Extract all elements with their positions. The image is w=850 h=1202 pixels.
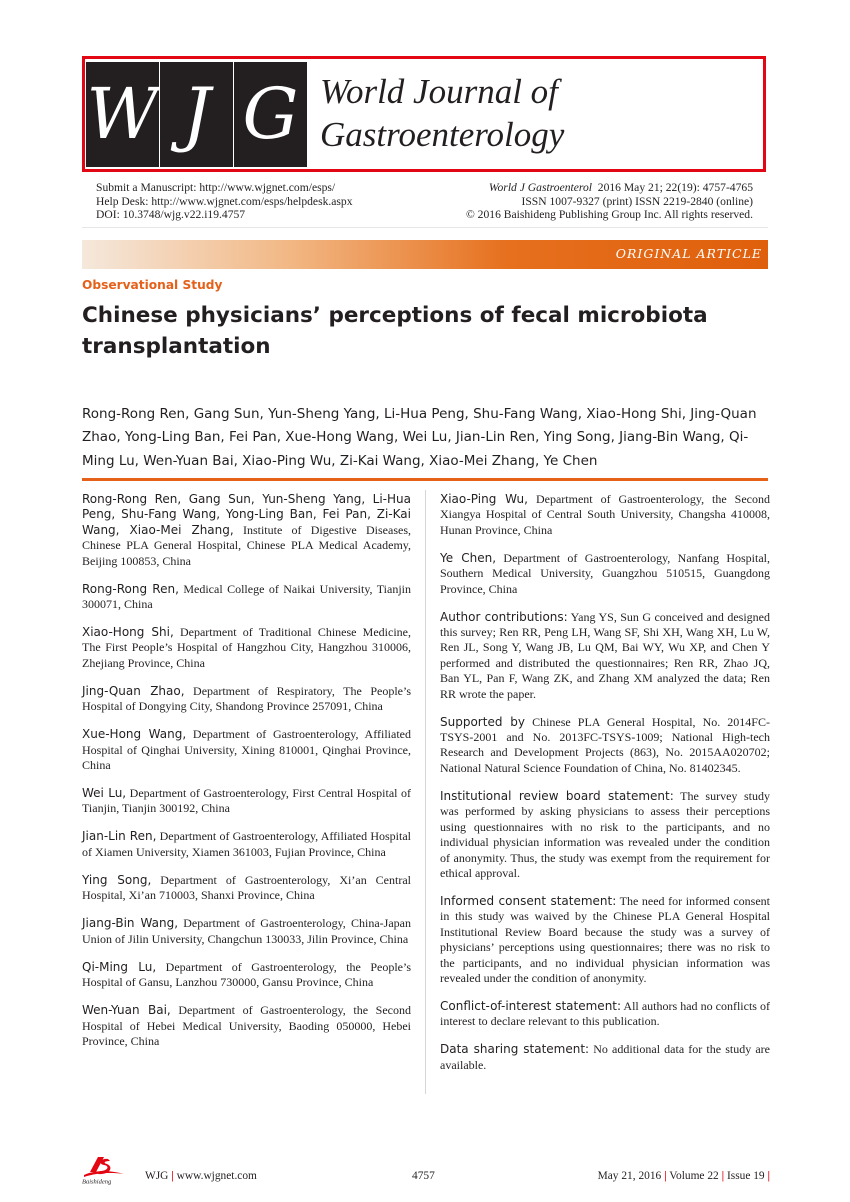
entry-text: Department of Gastroenterology, the People’s Hospital of Gansu, Lanzhou 730000, Gansu Province, China [82, 959, 411, 990]
article-type-label: ORIGINAL ARTICLE [615, 246, 762, 261]
entry-label: Xiao-Ping Wu, [440, 492, 528, 506]
entry-label: Informed consent statement: [440, 893, 617, 908]
entry-label: Data sharing statement: [440, 1042, 590, 1057]
entry-label: Jing-Quan Zhao, [82, 683, 185, 698]
affiliation-entry [82, 727, 411, 773]
footer-separator: | [171, 1170, 174, 1182]
affiliation-entry [440, 551, 770, 597]
article-title: Chinese physicians’ perceptions of fecal microbiota transplantation [82, 303, 708, 359]
affiliation-entry [440, 789, 770, 881]
footer-right [598, 1169, 770, 1183]
footer-date: May 21, 2016 [597, 1170, 662, 1182]
affiliation-entry [82, 684, 411, 715]
entry-text: Yang YS, Sun G conceived and designed this survey; Ren RR, Peng LH, Wang SF, Shi XH, Wang XH, Lu W, Ren JL, Song Y, Wang JB, Lu QM, Bai WY, Wu XP, and Chen Y performed and distributed the questionnaires; Ren RR, Zhao JQ, Ban YL, Pan F, Wang ZK, and Zhang XM analyzed the data; Ren RR wrote the paper. [440, 609, 770, 701]
copyright-line: © 2016 Baishideng Publishing Group Inc. All rights reserved. [465, 208, 753, 221]
article-category: Observational Study [82, 278, 223, 292]
logo-letter: G [242, 73, 299, 155]
entry-label: Ying Song, [82, 872, 152, 887]
entry-label: Rong-Rong Ren, Gang Sun, Yun-Sheng Yang, Li-Hua Peng, Shu-Fang Wang, Yong-Ling Ban, Fei Pan, Zi-Kai Wang, Xiao-Mei Zhang, [82, 492, 411, 537]
affiliation-entry [82, 786, 411, 817]
affiliation-entry [82, 873, 411, 904]
logo-letter: W [86, 73, 159, 155]
affiliation-entry [440, 492, 770, 538]
affiliation-entry [440, 894, 770, 986]
entry-label: Xiao-Hong Shi, [82, 625, 174, 640]
header-divider [82, 227, 768, 228]
entry-text: The need for informed consent in this study was waived by the Chinese PLA General Hospital Institutional Review Board because the study was a survey of physicians’ perceptions using questionnaires; there was no risk to the participants, and no individual physician information was revealed under the condition of anonymity. [440, 893, 770, 985]
entry-text: Department of Gastroenterology, Nanfang Hospital, Southern Medical University, Guangzhou 510515, Guangdong Province, China [440, 550, 770, 596]
affiliation-entry [82, 582, 411, 613]
affiliation-entry [82, 492, 411, 569]
baishideng-logo-icon [80, 1155, 128, 1185]
journal-title-line2: Gastroenterology [320, 115, 565, 154]
entry-text: Department of Gastroenterology, China-Japan Union of Jilin University, Changchun 130033, Jilin Province, China [82, 916, 411, 946]
footer-left [145, 1169, 257, 1183]
entry-label: Supported by [440, 714, 526, 729]
entry-text: Department of Gastroenterology, Affiliated Hospital of Xiamen University, Xiamen 361003, Fujian Province, China [82, 829, 411, 859]
section-divider [82, 478, 768, 481]
entry-text: Department of Gastroenterology, Xi’an Central Hospital, Xi’an 710003, Shanxi Province, China [82, 872, 411, 903]
column-divider [425, 490, 426, 1094]
citation-info [466, 181, 753, 222]
submit-link[interactable]: Submit a Manuscript: http://www.wjgnet.com/esps/ [96, 181, 336, 194]
entry-label: Rong-Rong Ren, [82, 581, 179, 596]
entry-label: Conflict-of-interest statement: [440, 998, 622, 1013]
entry-label: Wei Lu, [82, 786, 127, 801]
logo-square-w [86, 62, 159, 167]
affiliation-entry [82, 916, 411, 947]
entry-text: Department of Gastroenterology, the Second Hospital of Hebei Medical University, Baoding 050000, Hebei Province, China [82, 1003, 412, 1048]
footer-volume: Volume 22 [669, 1170, 719, 1182]
footer-issue: Issue 19 [726, 1170, 765, 1182]
citation-line [466, 181, 753, 195]
footer-separator: | [767, 1170, 770, 1182]
affiliation-entry [82, 625, 411, 671]
footer-website[interactable]: www.wjgnet.com [176, 1170, 257, 1182]
affiliation-entry [440, 610, 770, 702]
entry-text: Chinese PLA General Hospital, No. 2014FC-TSYS-2001 and No. 2013FC-TSYS-1009; National High-tech Research and Development Projects (863), No. 2015AA020702; National Natural Science Foundation of China, No. 81402345. [440, 714, 770, 775]
entry-text: Institute of Digestive Diseases, Chinese PLA General Hospital, Chinese PLA Medical Academy, Beijing 100853, China [82, 522, 411, 568]
affiliation-entry [82, 829, 411, 860]
logo-square-j [160, 62, 233, 167]
entry-text: Department of Respiratory, The People’s Hospital of Dongying City, Shandong Province 257091, China [82, 683, 411, 714]
footer-separator: | [664, 1170, 667, 1182]
footer-separator: | [721, 1170, 725, 1182]
entry-label: Institutional review board statement: [440, 788, 674, 803]
affiliations-column-left [82, 492, 411, 1062]
entry-label: Ye Chen, [440, 550, 497, 565]
affiliation-entry [82, 1003, 411, 1049]
issn-line: ISSN 1007-9327 (print) ISSN 2219-2840 (online) [521, 194, 753, 208]
footer-journal: WJG [145, 1170, 169, 1182]
entry-text: Department of Gastroenterology, Affiliated Hospital of Qinghai University, Xining 810001, Qinghai Province, China [82, 727, 411, 773]
journal-title-line1: World Journal of [320, 72, 558, 111]
entry-text: The survey study was performed by asking physicians to assess their perceptions using questionnaires with no risk to the participants, and no individual physician information was revealed under the condition of anonymity. Thus, the study was exempt from the requirement for ethical approval. [440, 788, 770, 880]
citation-details: 2016 May 21; 22(19): 4757-4765 [591, 181, 753, 194]
footer-page-number: 4757 [412, 1170, 435, 1182]
entry-label: Qi-Ming Lu, [82, 959, 157, 974]
entry-label: Wen-Yuan Bai, [82, 1003, 171, 1018]
footer-logo-name: Baishideng [82, 1178, 112, 1185]
logo-square-g [234, 62, 307, 167]
entry-label: Author contributions: [440, 609, 568, 624]
entry-label: Xue-Hong Wang, [82, 727, 187, 742]
entry-label: Jiang-Bin Wang, [82, 916, 179, 931]
affiliation-entry [440, 999, 770, 1030]
entry-text: All authors had no conflicts of interest to declare relevant to this publication. [440, 998, 770, 1029]
logo-letter: J [182, 73, 211, 155]
author-list: Rong-Rong Ren, Gang Sun, Yun-Sheng Yang, Li-Hua Peng, Shu-Fang Wang, Xiao-Hong Shi, Jing-Quan Zhao, Yong-Ling Ban, Fei Pan, Xue-Hong Wang, Wei Lu, Jian-Lin Ren, Ying Song, Jiang-Bin Wang, Qi-Ming Lu, Wen-Yuan Bai, Xiao-Ping Wu, Zi-Kai Wang, Xiao-Mei Zhang, Ye Chen [82, 406, 757, 469]
affiliations-column-right [440, 492, 770, 1086]
affiliation-entry [440, 1042, 770, 1073]
entry-text: Department of Traditional Chinese Medicine, The First People’s Hospital of Hangzhou City, Hangzhou 310006, Zhejiang Province, China [82, 625, 411, 670]
entry-text: Department of Gastroenterology, the Second Xiangya Hospital of Central South University, Changsha 410008, Hunan Province, China [440, 492, 770, 537]
affiliation-entry [82, 960, 411, 991]
entry-text: Medical College of Naikai University, Tianjin 300071, China [82, 581, 411, 612]
citation-journal: World J Gastroenterol [488, 181, 592, 194]
affiliation-entry [440, 715, 770, 777]
entry-label: Jian-Lin Ren, [82, 829, 157, 844]
submission-info [96, 181, 353, 222]
entry-text: Department of Gastroenterology, First Central Hospital of Tianjin, Tianjin 300192, China [82, 786, 411, 816]
help-desk-link[interactable]: Help Desk: http://www.wjgnet.com/esps/helpdesk.aspx [96, 194, 353, 208]
doi-link[interactable]: DOI: 10.3748/wjg.v22.i19.4757 [96, 208, 246, 221]
entry-text: No additional data for the study are available. [440, 1042, 770, 1072]
